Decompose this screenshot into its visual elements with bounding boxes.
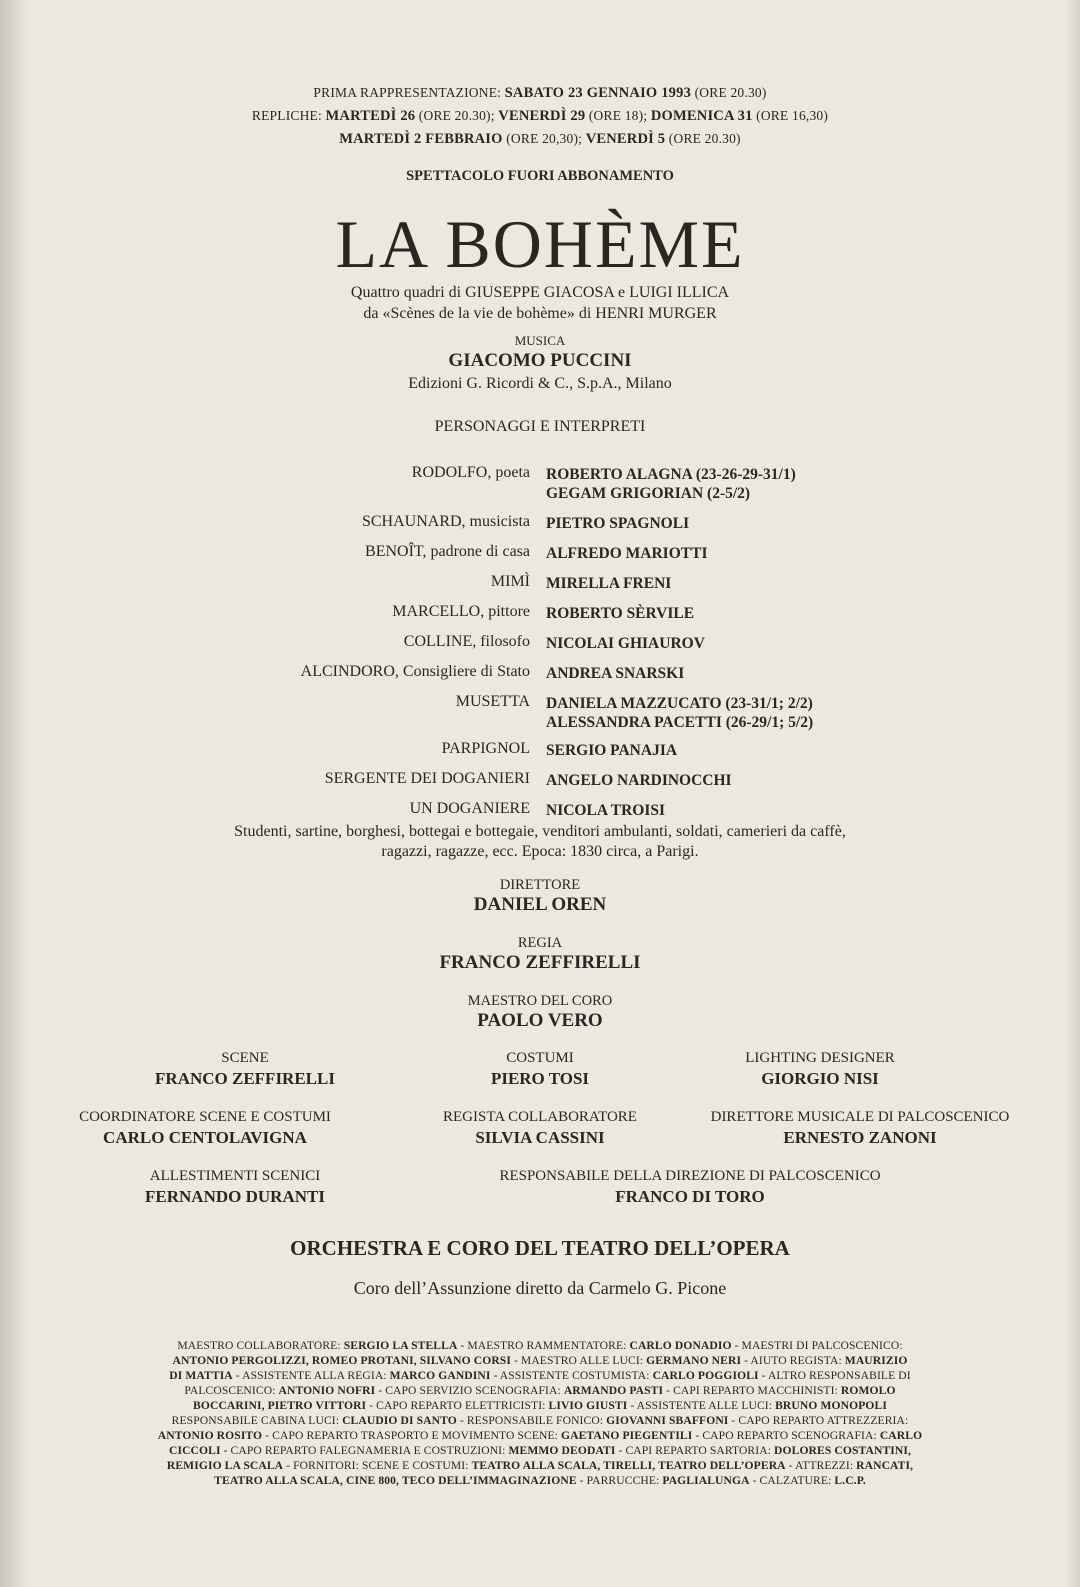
cast-role: MARCELLO, pittore	[392, 603, 530, 620]
bold-run: GERMANO NERI	[646, 1354, 742, 1367]
text-run: - AIUTO REGISTA:	[741, 1354, 845, 1367]
bold-run: VENERDÌ 29	[498, 108, 586, 124]
text-run: - MAESTRI DI PALCOSCENICO:	[731, 1339, 903, 1352]
text-run: - CALZATURE:	[749, 1474, 835, 1487]
technical-credits	[80, 1338, 1000, 1488]
regista-collab-label: REGISTA COLLABORATORE	[443, 1109, 637, 1125]
text-run: MAESTRO COLLABORATORE:	[177, 1339, 344, 1352]
dir-musicale-label: DIRETTORE MUSICALE DI PALCOSCENICO	[710, 1109, 1010, 1125]
cast-role: SERGENTE DEI DOGANIERI	[324, 770, 530, 787]
bold-run: CICCOLI	[168, 1444, 221, 1457]
text-run: PALCOSCENICO:	[184, 1384, 279, 1397]
direttore-name: DANIEL OREN	[473, 894, 607, 915]
fuori-abbonamento: SPETTACOLO FUORI ABBONAMENTO	[406, 168, 674, 184]
musica-label: MUSICA	[514, 333, 566, 348]
scene-credit	[105, 1050, 385, 1089]
bold-run: REMIGIO LA SCALA	[166, 1459, 284, 1472]
text-run: (ORE 20.30)	[665, 131, 741, 146]
text-run: (ORE 20,30);	[502, 131, 586, 146]
text-run: - CAPO REPARTO ATTREZZERIA:	[728, 1414, 909, 1427]
text-run: - ALTRO RESPONSABILE DI	[758, 1369, 911, 1382]
resp-palco-name: FRANCO DI TORO	[615, 1187, 765, 1206]
lighting-name: GIORGIO NISI	[761, 1069, 879, 1088]
costumi-label: COSTUMI	[506, 1050, 574, 1066]
coordinatore-name: CARLO CENTOLAVIGNA	[103, 1128, 307, 1147]
bold-run: ANTONIO NOFRI	[278, 1384, 376, 1397]
bold-run: ROMOLO	[840, 1384, 896, 1397]
credits-line	[80, 1458, 1000, 1473]
text-run: PRIMA RAPPRESENTAZIONE:	[313, 85, 505, 100]
bold-run: MAURIZIO	[844, 1354, 908, 1367]
text-run: (ORE 20.30)	[691, 85, 767, 100]
bold-run: PAGLIALUNGA	[662, 1474, 750, 1487]
cast-role: SCHAUNARD, musicista	[361, 513, 530, 530]
credits-line	[80, 1428, 1000, 1443]
cast-name: NICOLA TROISI	[546, 802, 666, 819]
bold-run: VENERDÌ 5	[585, 131, 666, 147]
opera-title: LA BOHÈME	[335, 206, 745, 282]
text-run: - ATTREZZI:	[785, 1459, 857, 1472]
bold-run: MEMMO DEODATI	[508, 1444, 616, 1457]
cast-name: ANDREA SNARSKI	[546, 665, 685, 682]
cast-role: COLLINE, filosofo	[403, 633, 530, 650]
bold-run: TEATRO ALLA SCALA, TIRELLI, TEATRO DELL’OPERA	[471, 1459, 786, 1472]
bold-run: ARMANDO PASTI	[563, 1384, 664, 1397]
text-run: - FORNITORI: SCENE E COSTUMI:	[283, 1459, 472, 1472]
bold-run: ANTONIO PERGOLIZZI, ROMEO PROTANI, SILVANO CORSI	[172, 1354, 511, 1367]
text-run: - CAPO REPARTO TRASPORTO E MOVIMENTO SCENE:	[262, 1429, 561, 1442]
cast-name: DANIELA MAZZUCATO (23-31/1; 2/2)	[546, 695, 813, 712]
composer: GIACOMO PUCCINI	[448, 350, 632, 371]
text-run: - RESPONSABILE FONICO:	[456, 1414, 607, 1427]
text-run: (ORE 16,30)	[752, 108, 829, 123]
text-run: - CAPO REPARTO FALEGNAMERIA E COSTRUZIONI:	[220, 1444, 509, 1457]
cast-role: BENOÎT, padrone di casa	[365, 543, 530, 560]
text-run: - CAPI REPARTO SARTORIA:	[615, 1444, 775, 1457]
cast-name: ALFREDO MARIOTTI	[546, 545, 708, 562]
bold-run: MARTEDÌ 2 FEBBRAIO	[339, 131, 503, 147]
credits-line	[80, 1338, 1000, 1353]
text-run: REPLICHE:	[251, 108, 326, 123]
lighting-label: LIGHTING DESIGNER	[745, 1050, 895, 1066]
coro-assunzione: Coro dell’Assunzione diretto da Carmelo G. Picone	[353, 1278, 727, 1298]
bold-run: L.C.P.	[834, 1474, 866, 1487]
maestro-coro-label: MAESTRO DEL CORO	[467, 993, 613, 1009]
coordinatore-credit	[55, 1109, 355, 1148]
text-run: - ASSISTENTE COSTUMISTA:	[490, 1369, 653, 1382]
credits-line	[80, 1368, 1000, 1383]
text-run: RESPONSABILE CABINA LUCI:	[171, 1414, 343, 1427]
subtitle-source: da «Scènes de la vie de bohème» di HENRI MURGER	[363, 305, 717, 322]
direttore-label: DIRETTORE	[499, 877, 581, 893]
text-run: (ORE 20.30);	[415, 108, 499, 123]
dir-musicale-credit	[690, 1109, 1030, 1148]
subtitle-librettists: Quattro quadri di GIUSEPPE GIACOSA e LUIGI ILLICA	[350, 284, 730, 301]
bold-run: CLAUDIO DI SANTO	[342, 1414, 457, 1427]
bold-run: LIVIO GIUSTI	[548, 1399, 628, 1412]
cast-role: PARPIGNOL	[441, 740, 530, 757]
regia-label: REGIA	[517, 935, 563, 951]
costumi-credit	[400, 1050, 680, 1089]
bold-run: CARLO POGGIOLI	[652, 1369, 759, 1382]
schedule-line-1	[0, 85, 1080, 102]
regista-collab-name: SILVIA CASSINI	[475, 1128, 605, 1147]
regista-collab-credit	[400, 1109, 680, 1148]
extras-line-1: Studenti, sartine, borghesi, bottegai e bottegaie, venditori ambulanti, soldati, camerieri da caffè,	[234, 823, 846, 840]
bold-run: CARLO	[879, 1429, 923, 1442]
cast-role: MIMÌ	[490, 573, 530, 590]
costumi-name: PIERO TOSI	[490, 1069, 590, 1088]
text-run: - CAPO SERVIZIO SCENOGRAFIA:	[375, 1384, 564, 1397]
schedule-line-3	[0, 131, 1080, 148]
cast-name: NICOLAI GHIAUROV	[546, 635, 705, 652]
bold-run: DI MATTIA	[169, 1369, 233, 1382]
text-run: (ORE 18);	[585, 108, 651, 123]
cast-name: ALESSANDRA PACETTI (26-29/1; 5/2)	[546, 714, 814, 731]
bold-run: RANCATI,	[856, 1459, 914, 1472]
bold-run: SABATO 23 GENNAIO 1993	[504, 85, 692, 101]
text-run: - MAESTRO ALLE LUCI:	[510, 1354, 647, 1367]
bold-run: SERGIO LA STELLA	[343, 1339, 458, 1352]
allestimenti-credit	[95, 1168, 375, 1207]
text-run: - CAPO REPARTO SCENOGRAFIA:	[692, 1429, 880, 1442]
regia-name: FRANCO ZEFFIRELLI	[439, 952, 641, 973]
bold-run: MARTEDÌ 26	[325, 108, 416, 124]
extras-line-2: ragazzi, ragazze, ecc. Epoca: 1830 circa, a Parigi.	[381, 843, 699, 860]
cast-name: PIETRO SPAGNOLI	[546, 515, 690, 532]
resp-palco-label: RESPONSABILE DELLA DIREZIONE DI PALCOSCENICO	[499, 1168, 881, 1184]
lighting-credit	[670, 1050, 970, 1089]
schedule-line-2	[0, 108, 1080, 125]
orchestra-heading: ORCHESTRA E CORO DEL TEATRO DELL’OPERA	[290, 1236, 790, 1260]
cast-role: ALCINDORO, Consigliere di Stato	[300, 663, 530, 680]
cast-heading: PERSONAGGI E INTERPRETI	[434, 418, 646, 435]
dir-musicale-name: ERNESTO ZANONI	[783, 1128, 937, 1147]
cast-name: ROBERTO SÈRVILE	[546, 605, 695, 622]
cast-role: MUSETTA	[455, 693, 530, 710]
allestimenti-label: ALLESTIMENTI SCENICI	[149, 1168, 321, 1184]
bold-run: DOMENICA 31	[650, 108, 753, 124]
credits-line	[80, 1398, 1000, 1413]
publisher: Edizioni G. Ricordi & C., S.p.A., Milano	[408, 375, 672, 392]
credits-line	[80, 1383, 1000, 1398]
cast-role: UN DOGANIERE	[409, 800, 530, 817]
scene-name: FRANCO ZEFFIRELLI	[155, 1069, 335, 1088]
scene-label: SCENE	[221, 1050, 269, 1066]
text-run: - MAESTRO RAMMENTATORE:	[457, 1339, 630, 1352]
credits-line	[80, 1413, 1000, 1428]
credits-line	[80, 1443, 1000, 1458]
cast-name: GEGAM GRIGORIAN (2-5/2)	[546, 485, 751, 502]
cast-name: SERGIO PANAJIA	[546, 742, 678, 759]
text-run: - ASSISTENTE ALLA REGIA:	[232, 1369, 390, 1382]
cast-name: MIRELLA FRENI	[546, 575, 672, 592]
cast-name: ANGELO NARDINOCCHI	[546, 772, 732, 789]
bold-run: BRUNO MONOPOLI	[775, 1399, 887, 1412]
cast-role: RODOLFO, poeta	[411, 464, 530, 481]
bold-run: GAETANO PIEGENTILI	[560, 1429, 693, 1442]
text-run: - CAPI REPARTO MACCHINISTI:	[663, 1384, 841, 1397]
bold-run: BOCCARINI, PIETRO VITTORI	[193, 1399, 367, 1412]
resp-palco-credit	[480, 1168, 900, 1207]
text-run: - PARRUCCHE:	[576, 1474, 663, 1487]
allestimenti-name: FERNANDO DURANTI	[145, 1187, 325, 1206]
bold-run: DOLORES COSTANTINI,	[774, 1444, 911, 1457]
coordinatore-label: COORDINATORE SCENE E COSTUMI	[79, 1109, 331, 1125]
cast-name: ROBERTO ALAGNA (23-26-29-31/1)	[546, 466, 796, 483]
text-run: - CAPO REPARTO ELETTRICISTI:	[366, 1399, 549, 1412]
bold-run: GIOVANNI SBAFFONI	[606, 1414, 729, 1427]
text-run: - ASSISTENTE ALLE LUCI:	[627, 1399, 776, 1412]
bold-run: MARCO GANDINI	[389, 1369, 491, 1382]
bold-run: ANTONIO ROSITO	[157, 1429, 263, 1442]
credits-line	[80, 1473, 1000, 1488]
credits-line	[80, 1353, 1000, 1368]
bold-run: TEATRO ALLA SCALA, CINE 800, TECO DELL’IMMAGINAZIONE	[214, 1474, 577, 1487]
bold-run: CARLO DONADIO	[629, 1339, 732, 1352]
maestro-coro-name: PAOLO VERO	[477, 1010, 603, 1031]
